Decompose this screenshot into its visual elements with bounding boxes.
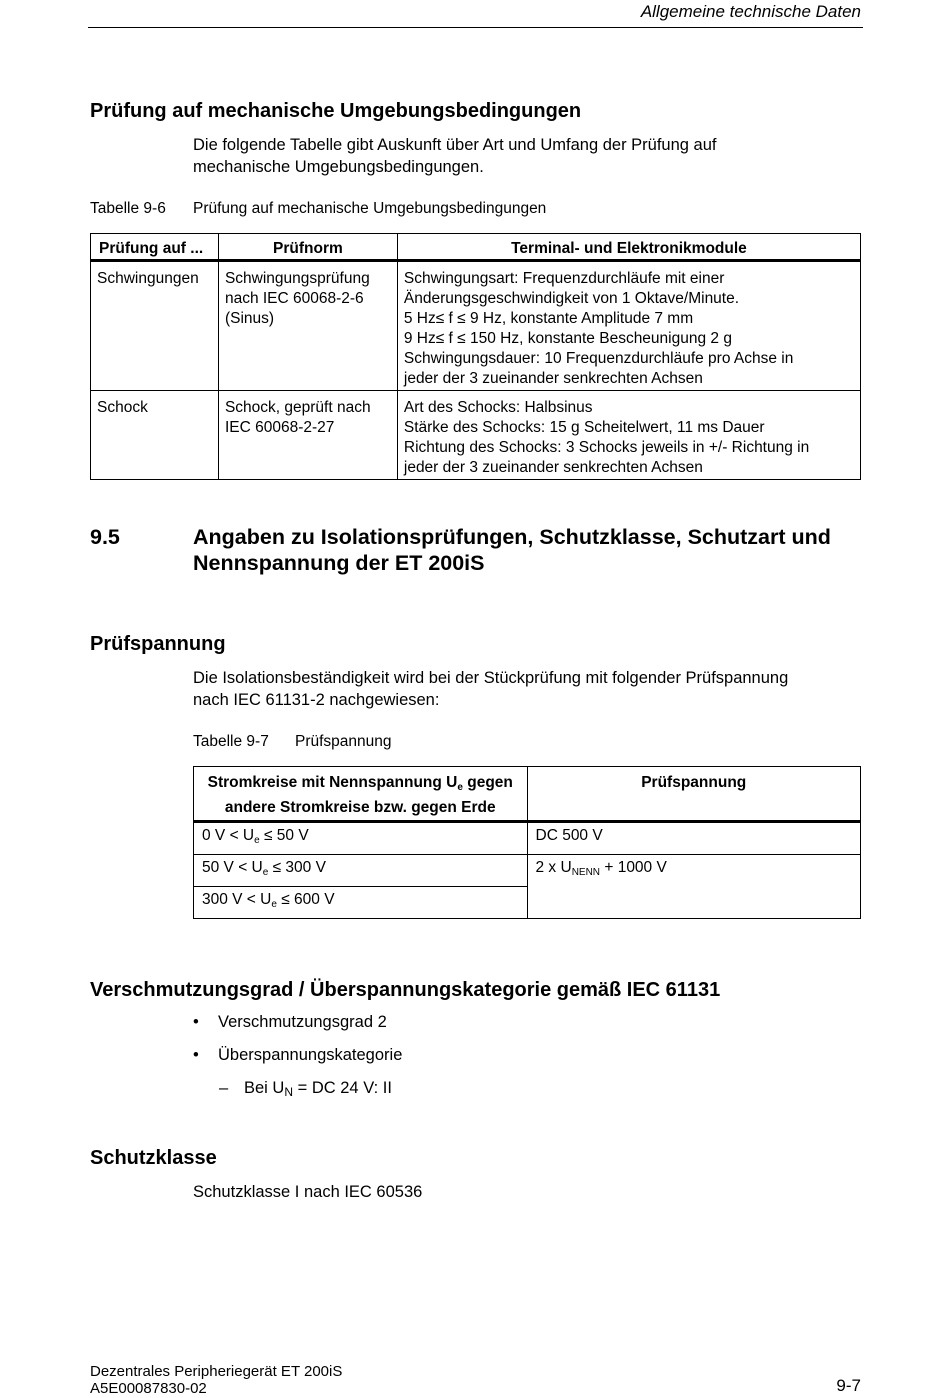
column-header: Prüfnorm xyxy=(218,234,397,261)
test-voltage-table xyxy=(193,766,861,919)
detail-line: 9 Hz≤ f ≤ 150 Hz, konstante Bescheunigung 2 g xyxy=(403,330,732,347)
range-cell xyxy=(194,822,528,855)
test-cell: Schwingungen xyxy=(91,261,219,391)
test-cell: Schock xyxy=(91,391,219,480)
intro-line: Die folgende Tabelle gibt Auskunft über Art und Umfang der Prüfung auf xyxy=(193,136,717,154)
dash-text: = DC 24 V: II xyxy=(293,1079,392,1097)
table-header-row xyxy=(194,767,861,822)
header-rule xyxy=(88,27,863,28)
range-text: ≤ 50 V xyxy=(259,827,309,844)
column-header: Prüfung auf ... xyxy=(91,234,219,261)
column-header xyxy=(194,767,528,822)
range-subscript: e xyxy=(254,835,260,846)
chapter-heading-line: Nennspannung der ET 200iS xyxy=(193,551,485,575)
header-text: gegen xyxy=(462,774,513,791)
detail-line: jeder der 3 zueinander senkrechten Achsen xyxy=(403,459,703,476)
table-row xyxy=(91,261,861,391)
norm-line: (Sinus) xyxy=(224,310,275,327)
footer-line: A5E00087830-02 xyxy=(90,1380,207,1397)
range-text: ≤ 600 V xyxy=(276,891,335,908)
table-header-row xyxy=(91,234,861,261)
bullet-item: Verschmutzungsgrad 2 xyxy=(218,1013,387,1031)
table-row xyxy=(91,391,861,480)
detail-line: jeder der 3 zueinander senkrechten Achsen xyxy=(403,370,703,387)
range-text: ≤ 300 V xyxy=(268,859,326,876)
dash-marker: – xyxy=(219,1079,229,1097)
detail-line: Art des Schocks: Halbsinus xyxy=(403,399,593,416)
voltage-text: + 1000 V xyxy=(600,859,667,876)
table-title: Prüfung auf mechanische Umgebungsbedingungen xyxy=(193,200,547,217)
intro-paragraph-mechanical xyxy=(193,134,716,178)
range-text: 0 V < U xyxy=(202,827,255,844)
voltage-text: 2 x U xyxy=(535,859,572,876)
norm-line: nach IEC 60068-2-6 xyxy=(224,290,364,307)
page-number: 9-7 xyxy=(836,1376,861,1395)
range-cell xyxy=(194,855,528,887)
running-header: Allgemeine technische Daten xyxy=(640,2,861,21)
bullet-item: Überspannungskategorie xyxy=(218,1046,403,1064)
footer-left xyxy=(90,1363,342,1397)
range-subscript: e xyxy=(262,867,269,878)
detail-line: Änderungsgeschwindigkeit von 1 Oktave/Minute. xyxy=(403,290,740,307)
voltage-cell: DC 500 V xyxy=(527,822,861,855)
table-row xyxy=(194,855,861,887)
range-subscript: e xyxy=(271,899,277,910)
norm-line: IEC 60068-2-27 xyxy=(224,419,335,436)
norm-cell xyxy=(218,391,397,480)
dash-subscript: N xyxy=(284,1085,294,1099)
intro-line: mechanische Umgebungsbedingungen. xyxy=(193,158,484,176)
detail-line: Richtung des Schocks: 3 Schocks jeweils in +/- Richtung in xyxy=(403,439,810,456)
section-heading-protection-class: Schutzklasse xyxy=(90,1147,217,1169)
detail-line: Stärke des Schocks: 15 g Scheitelwert, 11 ms Dauer xyxy=(403,419,765,436)
chapter-number: 9.5 xyxy=(90,525,120,549)
header-text: andere Stromkreise bzw. gegen Erde xyxy=(224,799,496,816)
intro-line: Die Isolationsbeständigkeit wird bei der Stückprüfung mit folgender Prüfspannung xyxy=(193,669,789,687)
range-text: 50 V < U xyxy=(202,859,263,876)
dash-text: Bei U xyxy=(244,1079,285,1097)
range-text: 300 V < U xyxy=(202,891,272,908)
table-number: Tabelle 9-6 xyxy=(90,200,166,217)
intro-line: nach IEC 61131-2 nachgewiesen: xyxy=(193,691,440,709)
mechanical-test-table xyxy=(90,233,861,480)
details-cell xyxy=(397,261,860,391)
chapter-heading xyxy=(193,524,831,576)
norm-line: Schwingungsprüfung xyxy=(224,270,370,287)
details-cell xyxy=(397,391,860,480)
table-row xyxy=(194,822,861,855)
table-number: Tabelle 9-7 xyxy=(193,733,269,750)
detail-line: Schwingungsdauer: 10 Frequenzdurchläufe pro Achse in xyxy=(403,350,794,367)
column-header: Terminal- und Elektronikmodule xyxy=(397,234,860,261)
intro-paragraph-test-voltage xyxy=(193,667,788,711)
section-heading-mechanical: Prüfung auf mechanische Umgebungsbedingungen xyxy=(90,100,582,122)
header-text: Stromkreise mit Nennspannung U xyxy=(207,774,458,791)
chapter-heading-line: Angaben zu Isolationsprüfungen, Schutzklasse, Schutzart und xyxy=(193,525,831,549)
header-subscript: e xyxy=(457,782,463,793)
bullet-marker: • xyxy=(193,1013,199,1031)
bullet-marker: • xyxy=(193,1046,199,1064)
detail-line: 5 Hz≤ f ≤ 9 Hz, konstante Amplitude 7 mm xyxy=(403,310,694,327)
footer-line: Dezentrales Peripheriegerät ET 200iS xyxy=(90,1363,343,1380)
protection-class-text: Schutzklasse I nach IEC 60536 xyxy=(193,1183,423,1201)
column-header: Prüfspannung xyxy=(527,767,861,822)
dash-item xyxy=(244,1079,392,1099)
section-heading-test-voltage: Prüfspannung xyxy=(90,633,226,655)
norm-cell xyxy=(218,261,397,391)
voltage-subscript: NENN xyxy=(571,867,601,878)
range-cell xyxy=(194,887,528,919)
detail-line: Schwingungsart: Frequenzdurchläufe mit einer xyxy=(403,270,725,287)
table-title: Prüfspannung xyxy=(295,733,392,750)
norm-line: Schock, geprüft nach xyxy=(224,399,371,416)
voltage-cell xyxy=(527,855,861,919)
section-heading-pollution: Verschmutzungsgrad / Überspannungskategorie gemäß IEC 61131 xyxy=(90,979,721,1001)
